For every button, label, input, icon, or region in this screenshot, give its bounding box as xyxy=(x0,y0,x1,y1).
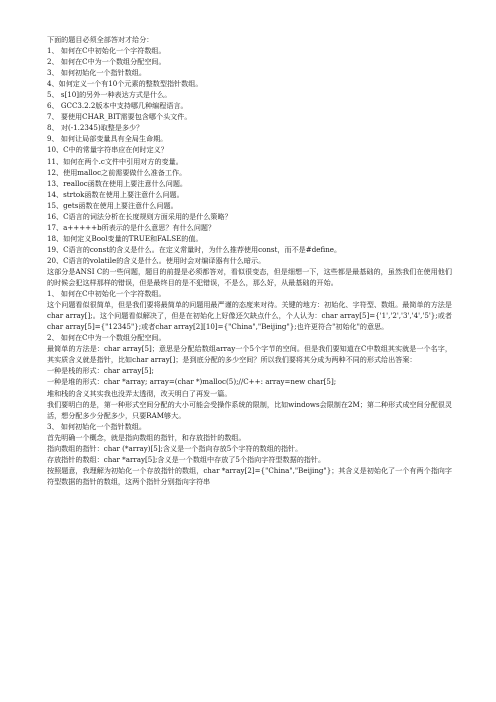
question-2: 2、 如何在C中为一个数组分配空间。 xyxy=(47,57,166,67)
answer-3-title: 3、 如何初始化一个指针数组。 xyxy=(47,421,146,431)
question-6: 6、 GCC3.2.2版本中支持哪几种编程语言。 xyxy=(47,101,188,111)
question-5: 5、 s[10]的另外一种表达方式是什么。 xyxy=(47,90,172,100)
question-19: 19、C语言的const的含义是什么。在定义常量时，为什么推荐使用const，而不是#define。 xyxy=(47,244,342,254)
answer-1-body: 这个问题看似很简单，但是我们要将最简单的问题用最严谨的态度来对待。关键的地方：初始化、字符型、数组。最简单的方法是 char array[];。这个问题看似解决了，但是在初始化上好像还欠缺点什么，个人认为：char array[5]={'1','2','3','4','5'};或者char array[5]={"12345"};或者char array[2][10]={"China","Beijing"};也许更符合"初始化"的意思。 xyxy=(47,300,452,332)
question-17: 17、a+++++b所表示的是什么意思？有什么问题？ xyxy=(47,222,216,232)
question-1: 1、 如何在C中初始化一个字符数组。 xyxy=(47,46,166,56)
answer-2-title: 2、 如何在C中为一个数组分配空间。 xyxy=(47,333,166,343)
question-20: 20、C语言的volatile的含义是什么。使用时会对编译器有什么暗示。 xyxy=(47,255,266,265)
question-10: 10、C中的常量字符串应在何时定义？ xyxy=(47,145,168,155)
answer-3-pointer-to-array: 指向数组的指针：char (*array)[5];含义是一个指向存放5个字符的数组的指针。 xyxy=(47,443,303,453)
question-18: 18、如何定义Bool变量的TRUE和FALSE的值。 xyxy=(47,233,203,243)
preface-paragraph: 这部分是ANSI C的一些问题，题目的前提是必须都答对，看似很变态，但是细想一下，这些都是最基础的，虽然我们在使用他们的时候会犯这样那样的错误，但是最终目的是不犯错误，不是么，那么好，从最基础的开始。 xyxy=(47,266,452,288)
question-14: 14、strtok函数在使用上要注意什么问题。 xyxy=(47,189,184,199)
question-8: 8、 对(-1.2345)取整是多少？ xyxy=(47,123,144,133)
question-11: 11、如何在两个.c文件中引用对方的变量。 xyxy=(47,156,183,166)
document-page xyxy=(47,34,452,487)
question-9: 9、 如何让局部变量具有全局生命期。 xyxy=(47,134,168,144)
answer-2-body: 最简单的方法是：char array[5]；意思是分配给数组array一个5个字节的空间。但是我们要知道在C中数组其实就是一个名字，其实质含义就是指针，比如char array[]；是到底分配的多少空间？所以我们要将其分成为两种不同的形式给出答案： xyxy=(47,344,452,365)
question-3: 3、 如何初始化一个指针数组。 xyxy=(47,68,146,78)
question-13: 13、realloc函数在使用上要注意什么问题。 xyxy=(47,178,188,188)
answer-1-title: 1、 如何在C中初始化一个字符数组。 xyxy=(47,289,166,299)
intro-text: 下面的题目必须全部答对才给分： xyxy=(47,35,154,44)
answer-2-paragraph: 我们要明白的是，第一种形式空间分配的大小可能会受操作系统的限制，比如windows会限制在2M；第二种形式成空间分配很灵活，想分配多少分配多少，只要RAM够大。 xyxy=(47,399,452,420)
answer-2-stack-line: 一种是栈的形式：char array[5]; xyxy=(47,366,154,376)
answer-2-note: 堆和栈的含义其实我也没弄太透彻，改天明白了再发一篇。 xyxy=(47,388,232,398)
question-15: 15、gets函数在使用上要注意什么问题。 xyxy=(47,200,178,210)
question-16: 16、C语言的词法分析在长度规则方面采用的是什么策略？ xyxy=(47,211,232,221)
question-7: 7、 要使用CHAR_BIT需要包含哪个头文件。 xyxy=(47,112,192,122)
answer-3-array-of-pointers: 存放指针的数组：char *array[5];含义是一个数组中存放了5个指向字符型数据的指针。 xyxy=(47,454,326,464)
answer-2-heap-line: 一种是堆的形式：char *array; array=(char *)malloc(5);//C++: array=new char[5]; xyxy=(47,377,337,387)
answer-3-concept: 首先明确一个概念，就是指向数组的指针，和存放指针的数组。 xyxy=(47,432,246,442)
answer-3-paragraph: 按照题意，我理解为初始化一个存放指针的数组，char *array[2]={"China","Beijing"}；其含义是初始化了一个有两个指向字符型数据的指针的数组，这两个指针分别指向字符串 xyxy=(47,465,452,486)
question-4: 4、如何定义一个有10个元素的整数型指针数组。 xyxy=(47,79,203,89)
question-12: 12、使用malloc之前需要做什么准备工作。 xyxy=(47,167,187,177)
